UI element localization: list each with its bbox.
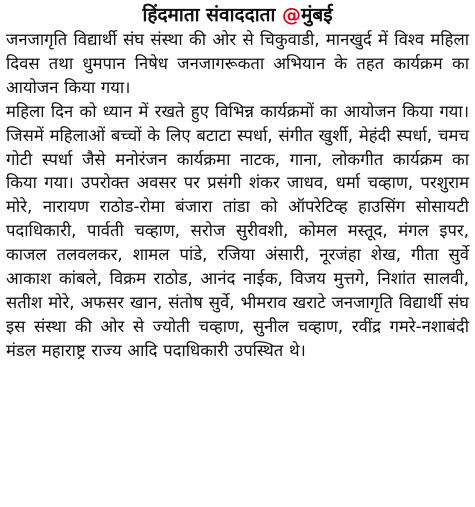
headline [6,2,469,28]
at-symbol: @ [282,4,301,26]
article-paragraph-2: महिला दिन को ध्यान में रखते हुए विभिन्न कार्यक्रमों का आयोजन किया गया। जिसमें महिलाओं बच्चों के लिए बटाटा स्पर्धा, संगीत खुर्शी, मेहंदी स्पर्धा, चमच गोटी स्पर्धा जैसे मनोरंजन कार्यक्रमा नाटक, गाना, लोकगीत कार्यक्रम का किया गया। उपरोक्त अवसर पर प्रसंगी शंकर जाधव, धर्मा चव्हाण, परशुराम मोरे, नारायण राठोड-रोमा बंजारा तांडा को ऑपरेटिव्ह हाउसिंग सोसायटी पदाधिकारी, पार्वती चव्हाण, सरोज सुरीवशी, कोमल मस्तूद, मंगल इपर, काजल तलवलकर, शामल पांडे, रजिया अंसारी, नूरजंहा शेख, गीता सुर्वे आकाश कांबले, विक्रम राठोड, आनंद नाईक, विजय मुत्तगे, निशांत सालवी, सतीश मोरे, अफसर खान, संतोष सुर्वे, भीमराव खराटे जनजागृति विद्यार्थी संघ इस संस्था की ओर से ज्योती चव्हाण, सुनील चव्हाण, रवींद्र गमरे-नशाबंदी मंडल महाराष्ट्र राज्य आदि पदाधिकारी उपस्थित थे। [6,101,469,360]
article-paragraph-1: जनजागृति विद्यार्थी संघ संस्था की ओर से चिकुवाडी, मानखुर्द में विश्व महिला दिवस तथा धुमपान निषेध जनजागरूकता अभियान के तहत कार्यक्रम का आयोजन किया गया। [6,30,469,97]
headline-location: मुंबई [301,4,333,26]
headline-prefix: हिंदमाता संवाददाता [142,4,276,26]
